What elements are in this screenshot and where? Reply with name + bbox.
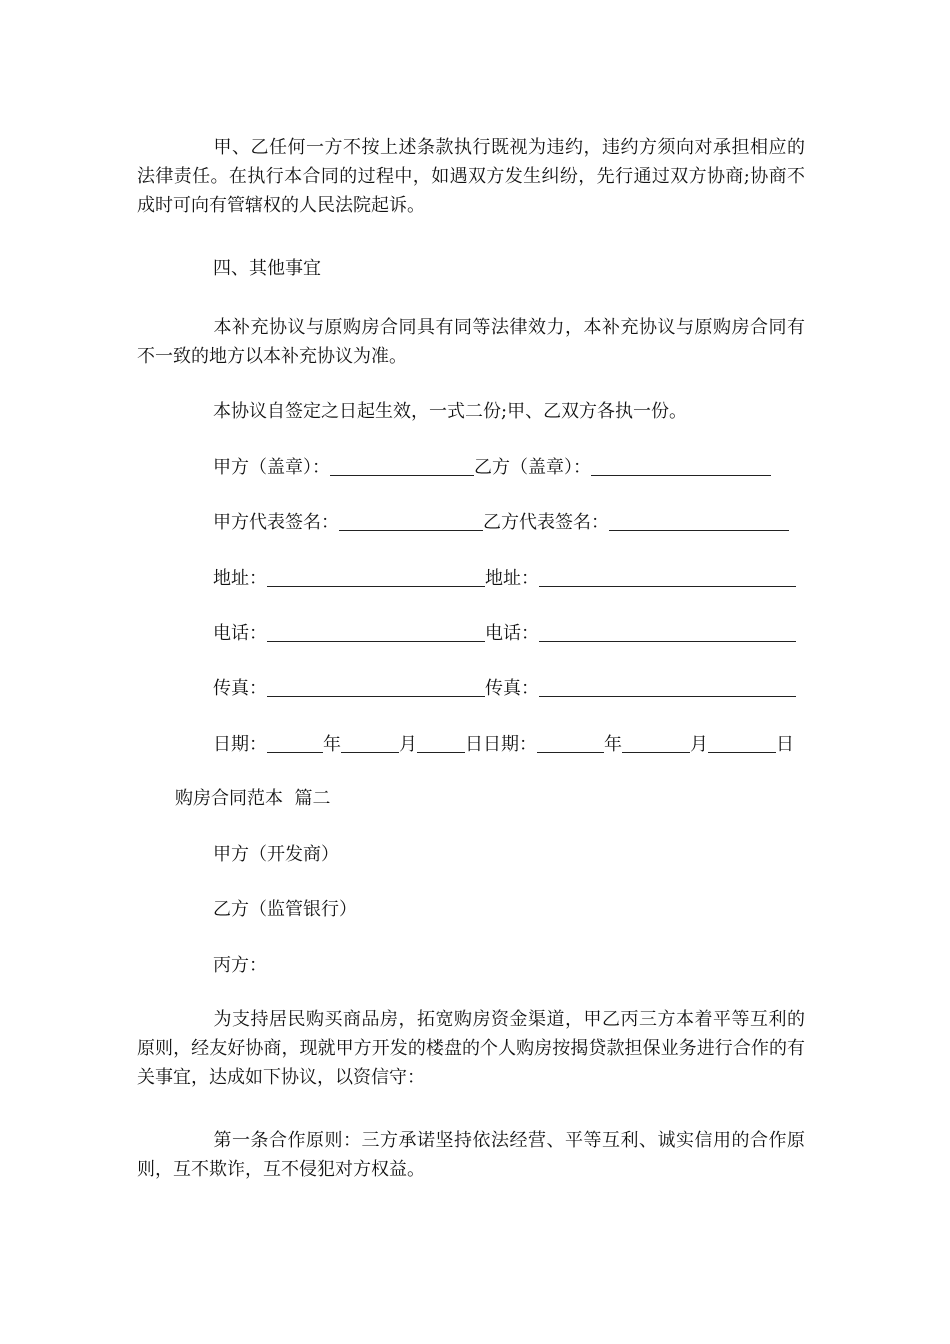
month-label: 月 <box>690 734 708 755</box>
effective-paragraph: 本协议自签定之日起生效，一式二份;甲、乙双方各执一份。 <box>213 401 688 422</box>
party-a-day-field[interactable] <box>417 734 465 753</box>
party-b-fax-label: 传真： <box>485 678 539 699</box>
party-b-address-field[interactable] <box>539 568 796 587</box>
party-b-date-label: 日期： <box>483 734 537 755</box>
party-c: 丙方： <box>213 955 267 976</box>
party-a-phone-label: 电话： <box>213 623 267 644</box>
party-b-year-field[interactable] <box>537 734 604 753</box>
section-title-part-two: 购房合同范本 篇二 <box>175 788 331 809</box>
party-b-bank: 乙方（监管银行） <box>213 899 357 920</box>
party-a-year-field[interactable] <box>267 734 323 753</box>
party-a-phone-field[interactable] <box>267 623 485 642</box>
party-b-day-field[interactable] <box>708 734 776 753</box>
section-heading-other-matters: 四、其他事宜 <box>213 258 321 279</box>
breach-paragraph: 甲、乙任何一方不按上述条款执行既视为违约，违约方须向对承担相应的法律责任。在执行本合同的过程中，如遇双方发生纠纷，先行通过双方协商;协商不成时可向有管辖权的人民法院起诉。 <box>137 137 805 216</box>
party-b-seal-label: 乙方（盖章）： <box>474 457 591 478</box>
party-a-fax-label: 传真： <box>213 678 267 699</box>
day-label: 日 <box>465 734 483 755</box>
party-b-rep-field[interactable] <box>609 512 789 531</box>
date-row <box>213 733 794 757</box>
party-b-fax-field[interactable] <box>539 678 796 697</box>
party-a-developer: 甲方（开发商） <box>213 844 339 865</box>
party-a-address-label: 地址： <box>213 568 267 589</box>
party-b-phone-label: 电话： <box>485 623 539 644</box>
party-b-address-label: 地址： <box>485 568 539 589</box>
party-a-month-field[interactable] <box>341 734 399 753</box>
address-row <box>213 567 796 591</box>
month-label: 月 <box>399 734 417 755</box>
fax-row <box>213 677 796 701</box>
phone-row <box>213 622 796 646</box>
party-b-phone-field[interactable] <box>539 623 796 642</box>
year-label: 年 <box>604 734 622 755</box>
year-label: 年 <box>323 734 341 755</box>
intro-paragraph: 为支持居民购买商品房，拓宽购房资金渠道，甲乙丙三方本着平等互利的原则，经友好协商，现就甲方开发的楼盘的个人购房按揭贷款担保业务进行合作的有关事宜，达成如下协议，以资信守： <box>137 1009 805 1088</box>
party-b-month-field[interactable] <box>622 734 690 753</box>
validity-paragraph: 本补充协议与原购房合同具有同等法律效力，本补充协议与原购房合同有不一致的地方以本补充协议为准。 <box>137 317 805 367</box>
party-a-seal-field[interactable] <box>330 457 474 476</box>
seal-row <box>213 456 771 480</box>
party-b-seal-field[interactable] <box>591 457 771 476</box>
party-a-address-field[interactable] <box>267 568 485 587</box>
party-a-rep-label: 甲方代表签名： <box>213 512 339 533</box>
article-one-paragraph: 第一条合作原则：三方承诺坚持依法经营、平等互利、诚实信用的合作原则，互不欺诈，互不侵犯对方权益。 <box>137 1130 805 1180</box>
party-a-fax-field[interactable] <box>267 678 485 697</box>
party-b-rep-label: 乙方代表签名： <box>483 512 609 533</box>
representative-row <box>213 511 789 535</box>
party-a-seal-label: 甲方（盖章）： <box>213 457 330 478</box>
party-a-rep-field[interactable] <box>339 512 483 531</box>
day-label: 日 <box>776 734 794 755</box>
party-a-date-label: 日期： <box>213 734 267 755</box>
